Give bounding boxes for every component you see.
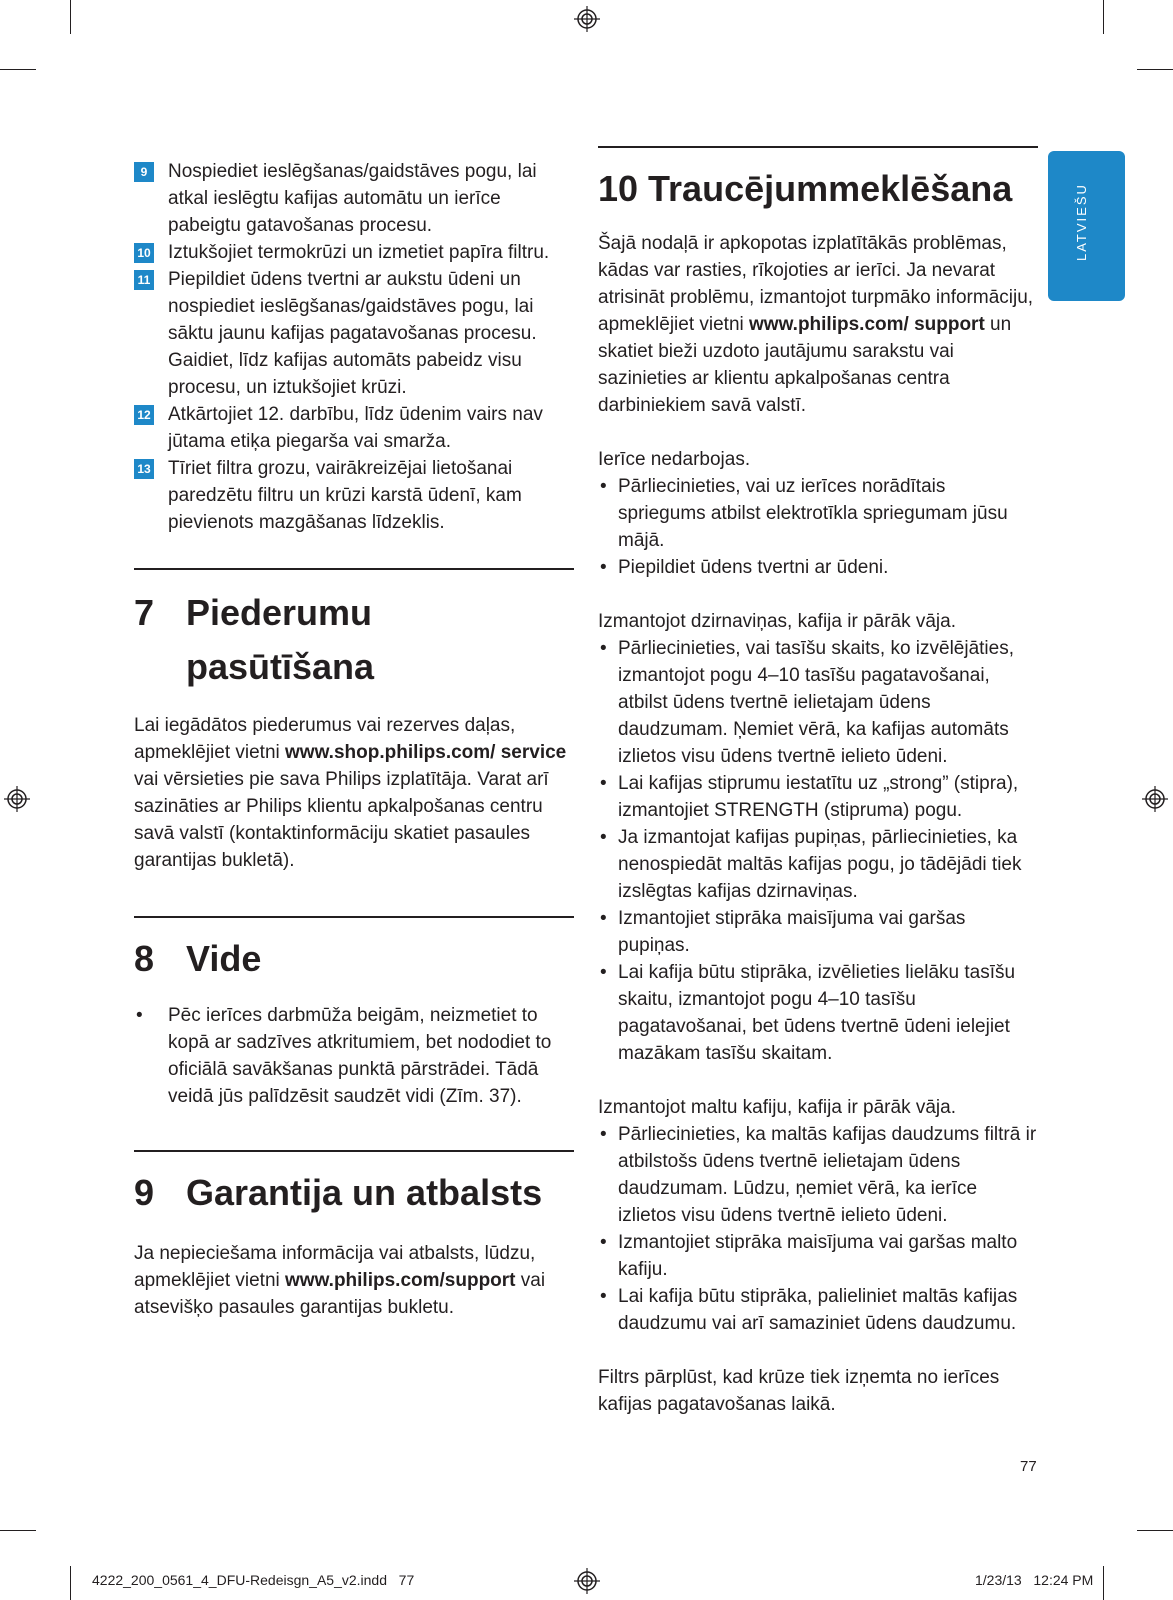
paragraph-text: Šajā nodaļā ir apkopotas izplatītākās problēmas, kādas var rasties, rīkojoties ar ierīci. Ja nevarat atrisināt problēmu, izmantojot turpmāko informāciju, apmeklējiet vietni (598, 233, 1034, 335)
crop-mark (1137, 69, 1173, 70)
list-item: • Izmantojiet stiprāka maisījuma vai garšas malto kafiju. (598, 1229, 1038, 1283)
list-item: • Pārliecinieties, vai tasīšu skaits, ko izvēlējāties, izmantojot pogu 4–10 tasīšu pagatavošanai, atbilst ūdens tvertnē ielietajam ūdens daudzumam. Ņemiet vērā, ka kafijas automāts izlietos visu ūdens tvertnē ielieto ūdeni. (598, 635, 1038, 770)
section-number: 8 (134, 938, 155, 979)
step-item (134, 266, 574, 401)
paragraph-text: vai vērsieties pie sava Philips izplatītāja. Varat arī sazināties ar Philips klientu apkalpošanas centru savā valstī (kontaktinformāciju skatiet pasaules garantijas bukletā). (134, 769, 549, 871)
step-number-badge: 9 (134, 162, 154, 182)
section-divider (134, 916, 574, 918)
step-number-badge: 11 (134, 270, 154, 290)
step-item (134, 239, 574, 266)
list-item: • Izmantojiet stiprāka maisījuma vai garšas pupiņas. (598, 905, 1038, 959)
list-item: • Lai kafijas stiprumu iestatītu uz „strong” (stipra), izmantojiet STRENGTH (stipruma) pogu. (598, 770, 1038, 824)
section-divider (134, 1150, 574, 1152)
registration-mark-icon (574, 1568, 600, 1594)
step-number-badge: 13 (134, 459, 154, 479)
list-item: • Pārliecinieties, ka maltās kafijas daudzums filtrā ir atbilstošs ūdens tvertnē ielietajam ūdens daudzumam. Lūdzu, ņemiet vērā, ka ierīce izlietos visu ūdens tvertnē ielieto ūdeni. (598, 1121, 1038, 1229)
section-title: Vide (186, 938, 262, 979)
list-item: • Ja izmantojat kafijas pupiņas, pārliecinieties, ka nenospiedāt maltās kafijas pogu, jo tādējādi tiek izslēgtas kafijas dzirnaviņas. (598, 824, 1038, 905)
step-number-badge: 12 (134, 405, 154, 425)
section-title-line1: Piederumu (186, 592, 373, 633)
left-column (134, 158, 574, 1321)
section-number: 9 (134, 1172, 155, 1213)
section-8-list (134, 1002, 574, 1110)
crop-mark (0, 69, 36, 70)
step-item (134, 158, 574, 239)
paragraph-text: Lai iegādātos piederumus vai rezerves daļas, apmeklējiet vietni (134, 715, 516, 763)
problem-title: Izmantojot maltu kafiju, kafija ir pārāk vāja. (598, 1097, 956, 1118)
language-tab (1048, 151, 1125, 301)
step-number-badge: 10 (134, 243, 154, 263)
solution-list (598, 1121, 1038, 1337)
step-text: Piepildiet ūdens tvertni ar aukstu ūdeni un nospiediet ieslēgšanas/gaidstāves pogu, lai sāktu jaunu kafijas pagatavošanas procesu. Gaidiet, līdz kafijas automāts pabeidz visu procesu, un iztukšojiet krūzi. (168, 269, 537, 398)
crop-mark (1103, 0, 1104, 34)
paragraph-text: Ja nepieciešama informācija vai atbalsts, lūdzu, apmeklējiet vietni (134, 1243, 536, 1291)
support-link[interactable]: www.philips.com/ support (749, 314, 985, 335)
solution-list (598, 473, 1038, 581)
problem-title: Ierīce nedarbojas. (598, 449, 751, 470)
slug-filename: 4222_200_0561_4_DFU-Redeisgn_A5_v2.indd 77 (92, 1572, 415, 1588)
paragraph-text: un skatiet bieži uzdoto jautājumu sarakstu vai sazinieties ar klientu apkalpošanas centra darbiniekiem savā valstī. (598, 314, 1012, 416)
section-8-heading (134, 932, 574, 986)
list-item: • Pēc ierīces darbmūža beigām, neizmetiet to kopā ar sadzīves atkritumiem, bet nododiet to oficiālā savākšanas punktā pārstrādei. Tādā veidā jūs palīdzēsit saudzēt vidi (Zīm. 37). (134, 1002, 574, 1110)
list-item: • Pārliecinieties, vai uz ierīces norādītais spriegums atbilst elektrotīkla spriegumam jūsu mājā. (598, 473, 1038, 554)
crop-mark (1137, 1530, 1173, 1531)
troubleshooting-intro (598, 230, 1038, 419)
registration-mark-icon (1142, 786, 1168, 812)
solution-list (598, 635, 1038, 1067)
support-link[interactable]: www.philips.com/support (285, 1270, 516, 1291)
step-text: Tīriet filtra grozu, vairākreizējai lietošanai paredzētu filtru un krūzi karstā ūdenī, kam pievienots mazgāšanas līdzeklis. (168, 458, 522, 533)
registration-mark-icon (4, 786, 30, 812)
paragraph-text: vai atsevišķo pasaules garantijas bukletu. (134, 1270, 546, 1318)
slug-timestamp: 1/23/13 12:24 PM (975, 1572, 1094, 1588)
shop-link[interactable]: www.shop.philips.com/ service (285, 742, 567, 763)
section-10-heading: 10 Traucējummeklēšana (598, 168, 1013, 209)
crop-mark (70, 1566, 71, 1600)
section-7-heading (134, 586, 574, 694)
section-title-line2: pasūtīšana (186, 646, 375, 687)
crop-mark (70, 0, 71, 34)
step-item (134, 455, 574, 536)
section-9-heading (134, 1166, 574, 1220)
crop-mark (0, 1530, 36, 1531)
problem-title: Filtrs pārplūst, kad krūze tiek izņemta no ierīces kafijas pagatavošanas laikā. (598, 1367, 1000, 1415)
section-divider (134, 568, 574, 570)
step-item (134, 401, 574, 455)
page-number: 77 (1020, 1458, 1037, 1475)
crop-mark (1103, 1566, 1104, 1600)
step-text: Iztukšojiet termokrūzi un izmetiet papīra filtru. (168, 242, 550, 263)
language-tab-label: LATVIEŠU (1074, 183, 1089, 261)
section-9-paragraph (134, 1240, 574, 1321)
section-title: Garantija un atbalsts (186, 1172, 543, 1213)
list-item: • Lai kafija būtu stiprāka, izvēlieties lielāku tasīšu skaitu, izmantojot pogu 4–10 tasīšu pagatavošanai, bet ūdens tvertnē ūdeni ielejiet mazākam tasīšu skaitam. (598, 959, 1038, 1067)
section-7-paragraph (134, 712, 574, 874)
section-divider (598, 146, 1038, 148)
problem-title: Izmantojot dzirnaviņas, kafija ir pārāk vāja. (598, 611, 956, 632)
registration-mark-icon (574, 6, 600, 32)
section-number: 7 (134, 592, 155, 633)
step-text: Atkārtojiet 12. darbību, līdz ūdenim vairs nav jūtama etiķa piegarša vai smarža. (168, 404, 543, 452)
step-text: Nospiediet ieslēgšanas/gaidstāves pogu, lai atkal ieslēgtu kafijas automātu un ierīce pabeigtu gatavošanas procesu. (168, 161, 537, 236)
step-list (134, 158, 574, 536)
right-column (598, 146, 1038, 1418)
list-item: • Lai kafija būtu stiprāka, palieliniet maltās kafijas daudzumu vai arī samaziniet ūdens daudzumu. (598, 1283, 1038, 1337)
list-item: • Piepildiet ūdens tvertni ar ūdeni. (598, 554, 1038, 581)
